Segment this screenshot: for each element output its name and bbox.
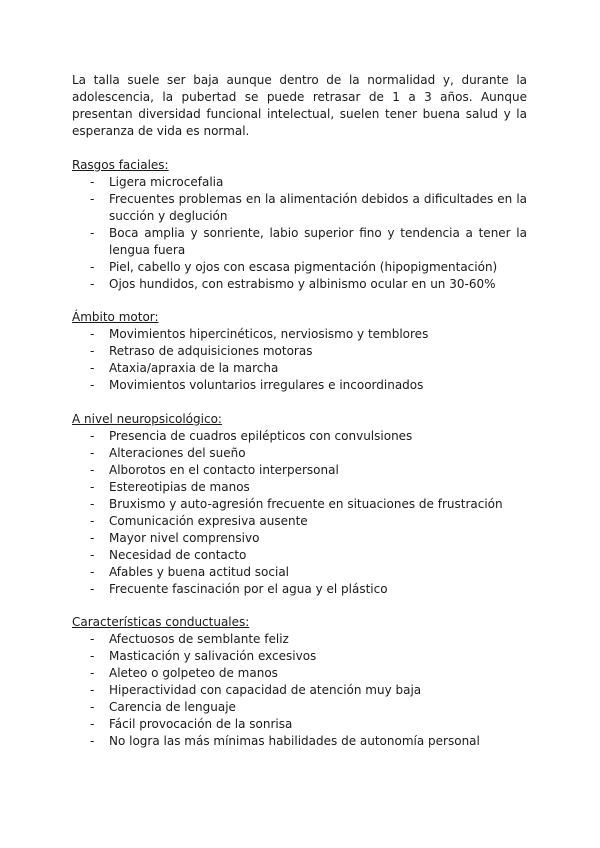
- bullet-dash: -: [90, 260, 95, 274]
- bullet-dash: -: [90, 514, 95, 528]
- bullet-dash: -: [90, 734, 95, 748]
- section-nivel-neuropsicologico: [72, 411, 527, 598]
- list-item: [72, 665, 527, 682]
- list-item: [72, 259, 527, 276]
- section-heading: Ámbito motor:: [72, 310, 159, 324]
- list-item-text: Piel, cabello y ojos con escasa pigmentación (hipopigmentación): [109, 260, 498, 274]
- list-item-text: Ataxia/apraxia de la marcha: [109, 361, 279, 375]
- list-item: [72, 564, 527, 581]
- list-item-text: Comunicación expresiva ausente: [109, 514, 308, 528]
- bullet-list: [72, 428, 527, 598]
- section-heading: Características conductuales:: [72, 615, 250, 629]
- list-item: [72, 648, 527, 665]
- list-item-text: Estereotipias de manos: [109, 480, 250, 494]
- list-item: [72, 682, 527, 699]
- list-item: [72, 360, 527, 377]
- list-item: [72, 326, 527, 343]
- list-item-text: Retraso de adquisiciones motoras: [109, 344, 313, 358]
- list-item: [72, 276, 527, 293]
- list-item-text: Boca amplia y sonriente, labio superior fino y tendencia a tener la lengua fuera: [109, 226, 527, 257]
- list-item-text: Ligera microcefalia: [109, 175, 224, 189]
- list-item: [72, 631, 527, 648]
- bullet-dash: -: [90, 277, 95, 291]
- bullet-dash: -: [90, 344, 95, 358]
- list-item: [72, 716, 527, 733]
- list-item: [72, 377, 527, 394]
- bullet-dash: -: [90, 446, 95, 460]
- list-item: [72, 547, 527, 564]
- list-item: [72, 530, 527, 547]
- list-item: [72, 462, 527, 479]
- bullet-dash: -: [90, 717, 95, 731]
- section-heading: Rasgos faciales:: [72, 158, 169, 172]
- list-item: [72, 699, 527, 716]
- list-item-text: Presencia de cuadros epilépticos con convulsiones: [109, 429, 413, 443]
- list-item-text: Carencia de lenguaje: [109, 700, 236, 714]
- list-item-text: Fácil provocación de la sonrisa: [109, 717, 293, 731]
- section-caracteristicas-conductuales: [72, 614, 527, 750]
- list-item: [72, 733, 527, 750]
- list-item-text: Necesidad de contacto: [109, 548, 247, 562]
- list-item: [72, 581, 527, 598]
- list-item-text: Mayor nivel comprensivo: [109, 531, 260, 545]
- bullet-dash: -: [90, 429, 95, 443]
- list-item: [72, 513, 527, 530]
- bullet-dash: -: [90, 582, 95, 596]
- list-item-text: Alborotos en el contacto interpersonal: [109, 463, 339, 477]
- list-item-text: Hiperactividad con capacidad de atención muy baja: [109, 683, 422, 697]
- bullet-dash: -: [90, 378, 95, 392]
- bullet-dash: -: [90, 463, 95, 477]
- list-item-text: Movimientos voluntarios irregulares e incoordinados: [109, 378, 424, 392]
- bullet-dash: -: [90, 632, 95, 646]
- list-item: [72, 343, 527, 360]
- list-item-text: Afectuosos de semblante feliz: [109, 632, 289, 646]
- section-rasgos-faciales: [72, 157, 527, 293]
- bullet-dash: -: [90, 175, 95, 189]
- intro-paragraph: La talla suele ser baja aunque dentro de la normalidad y, durante la adolescencia, la pubertad se puede retrasar de 1 a 3 años. Aunque presentan diversidad funcional intelectual, suelen tener buena salud y la esperanza de vida es normal.: [72, 73, 527, 138]
- bullet-dash: -: [90, 548, 95, 562]
- bullet-dash: -: [90, 226, 95, 240]
- list-item-text: Frecuentes problemas en la alimentación debidos a dificultades en la succión y deglución: [109, 192, 527, 223]
- bullet-dash: -: [90, 531, 95, 545]
- bullet-list: [72, 174, 527, 293]
- list-item-text: Bruxismo y auto-agresión frecuente en situaciones de frustración: [109, 497, 503, 511]
- list-item: [72, 191, 527, 225]
- list-item: [72, 174, 527, 191]
- list-item-text: Masticación y salivación excesivos: [109, 649, 317, 663]
- list-item-text: Ojos hundidos, con estrabismo y albinismo ocular en un 30-60%: [109, 277, 496, 291]
- list-item: [72, 225, 527, 259]
- list-item: [72, 445, 527, 462]
- bullet-dash: -: [90, 361, 95, 375]
- list-item: [72, 496, 527, 513]
- list-item: [72, 428, 527, 445]
- bullet-dash: -: [90, 700, 95, 714]
- bullet-dash: -: [90, 666, 95, 680]
- list-item-text: Aleteo o golpeteo de manos: [109, 666, 278, 680]
- list-item-text: Afables y buena actitud social: [109, 565, 289, 579]
- bullet-list: [72, 631, 527, 750]
- bullet-dash: -: [90, 497, 95, 511]
- list-item-text: Alteraciones del sueño: [109, 446, 246, 460]
- bullet-list: [72, 326, 527, 394]
- bullet-dash: -: [90, 480, 95, 494]
- bullet-dash: -: [90, 327, 95, 341]
- bullet-dash: -: [90, 683, 95, 697]
- bullet-dash: -: [90, 649, 95, 663]
- section-heading: A nivel neuropsicológico:: [72, 412, 222, 426]
- list-item-text: Frecuente fascinación por el agua y el plástico: [109, 582, 388, 596]
- list-item-text: Movimientos hipercinéticos, nerviosismo y temblores: [109, 327, 429, 341]
- bullet-dash: -: [90, 192, 95, 206]
- section-ambito-motor: [72, 309, 527, 394]
- bullet-dash: -: [90, 565, 95, 579]
- list-item-text: No logra las más mínimas habilidades de autonomía personal: [109, 734, 480, 748]
- list-item: [72, 479, 527, 496]
